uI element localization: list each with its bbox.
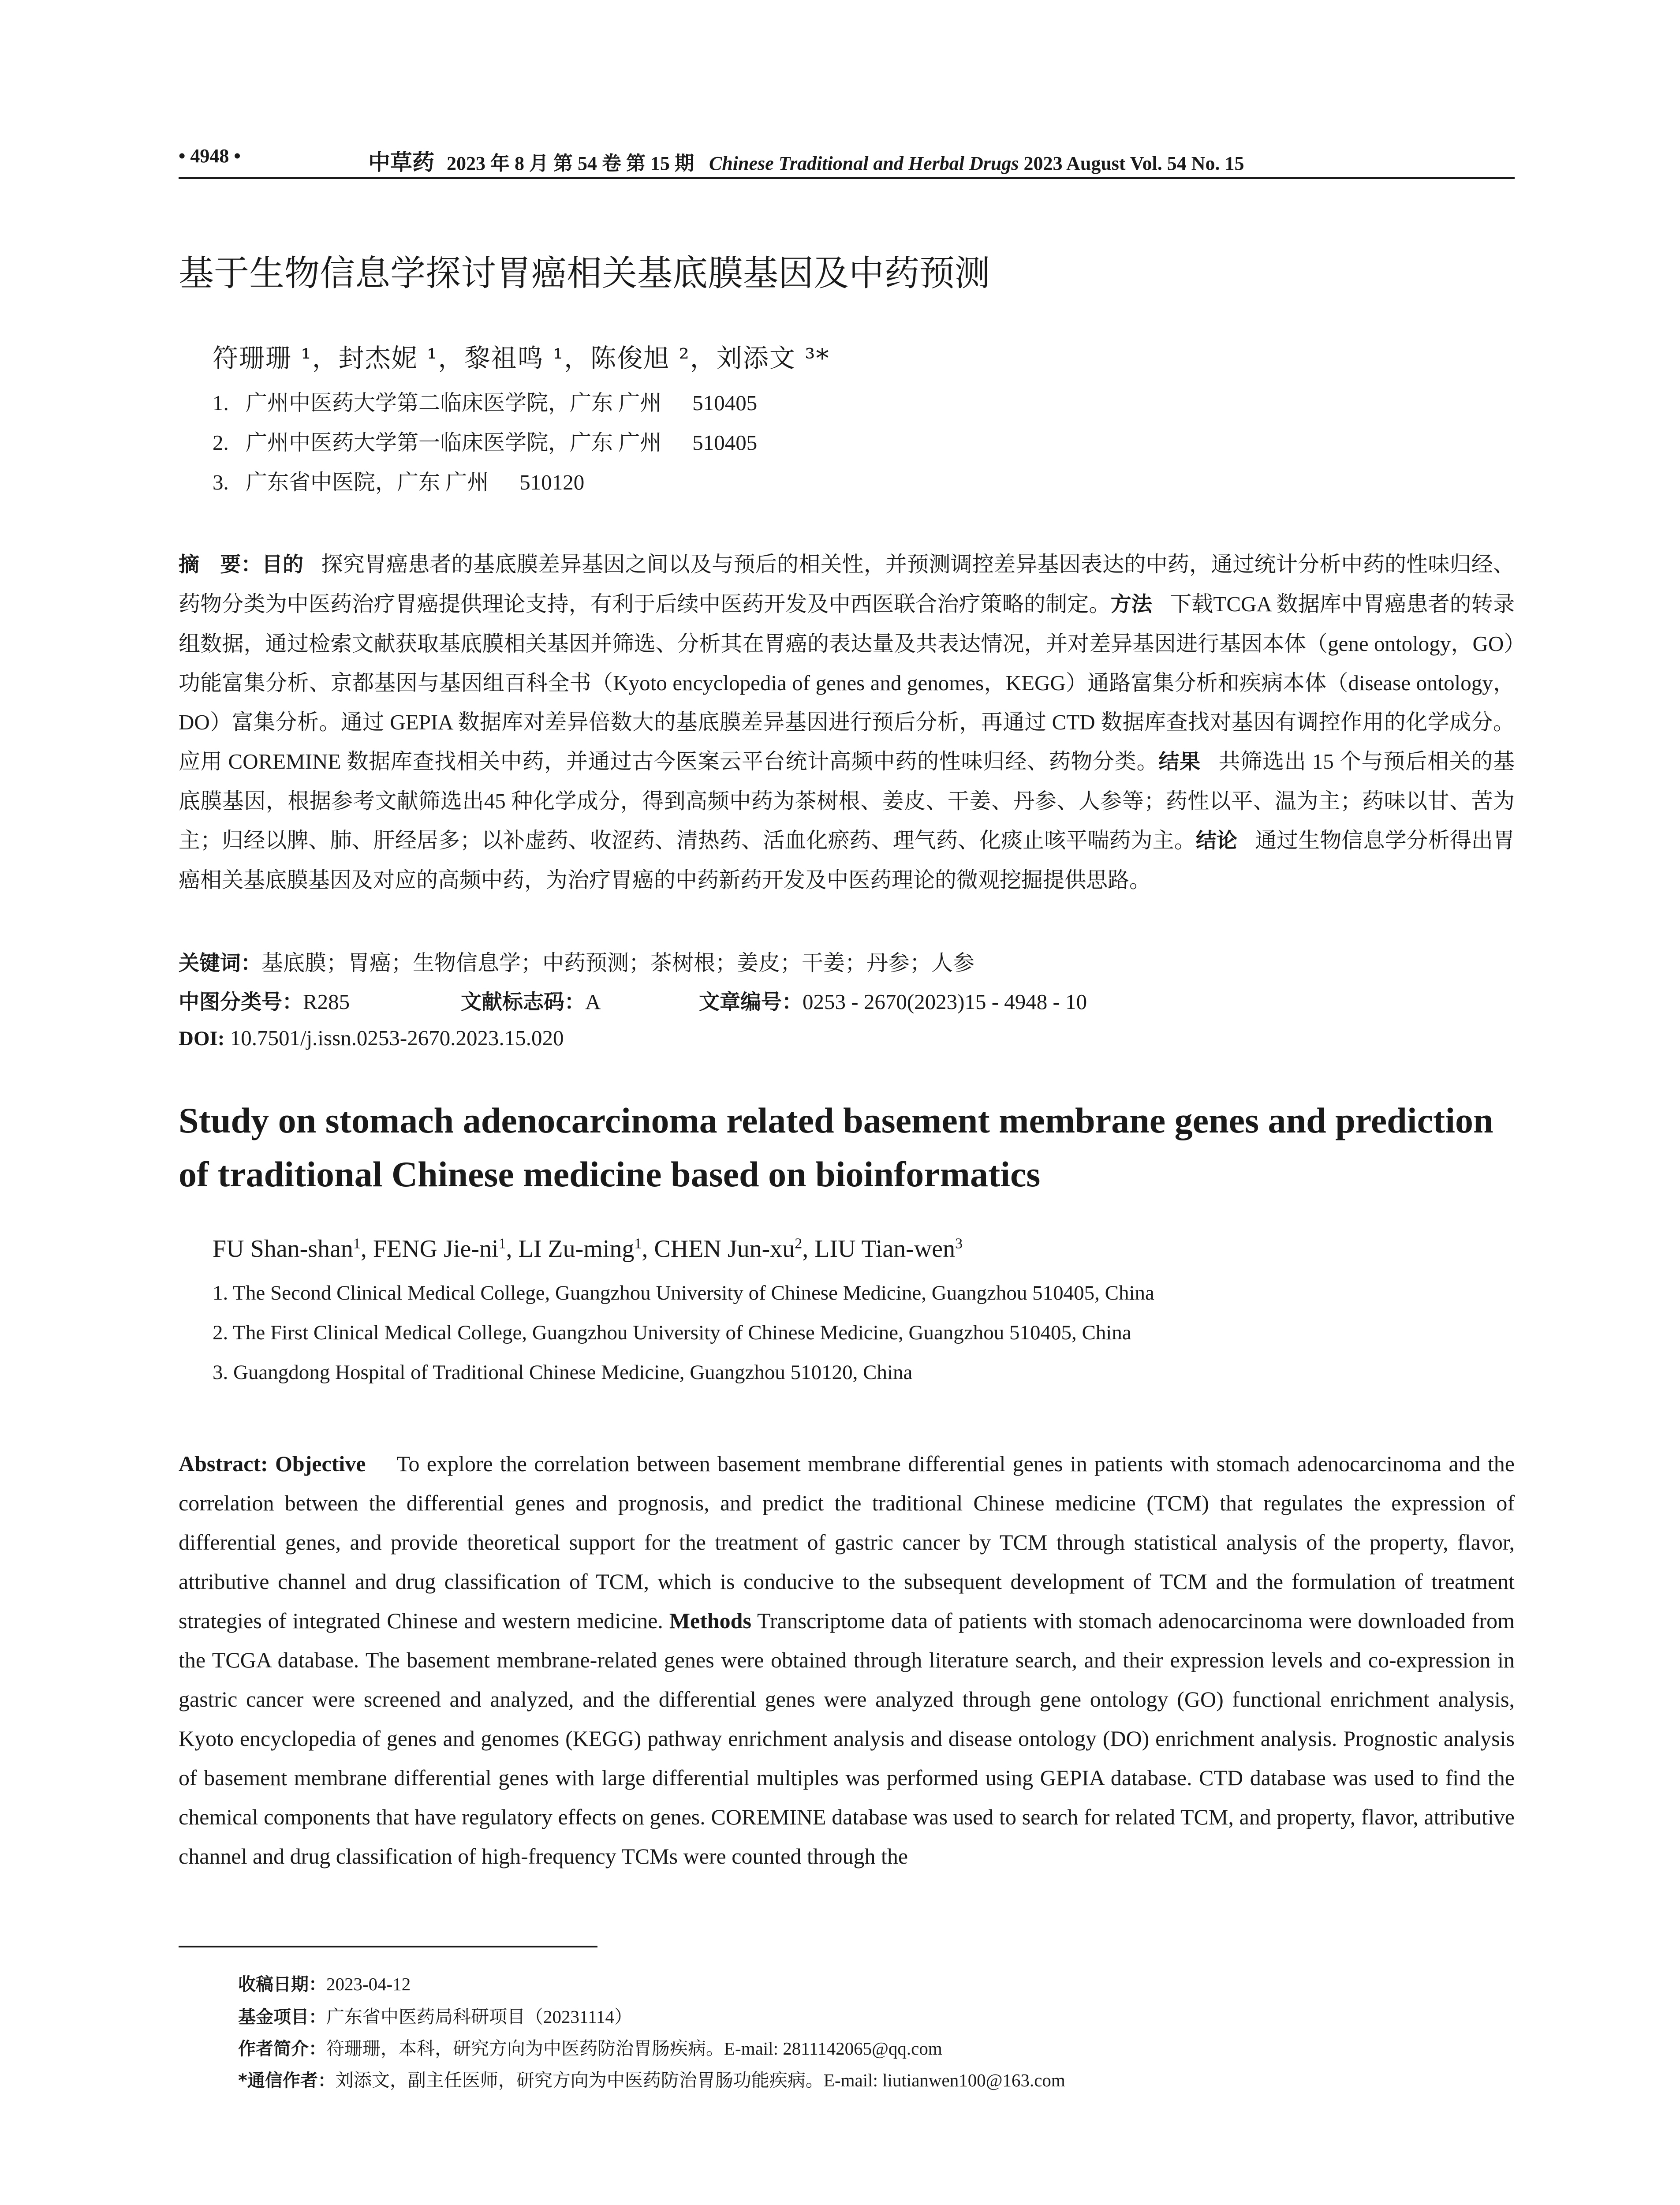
running-header xyxy=(179,140,1515,176)
affiliation-text: 广东省中医院，广东 广州 xyxy=(246,470,489,494)
affiliation-en-1: 1. The Second Clinical Medical College, Guangzhou University of Chinese Medicine, Guangzhou 510405, China xyxy=(213,1282,1154,1304)
affiliation-text: 广州中医药大学第一临床医学院，广东 广州 xyxy=(246,430,662,455)
authors-cn: 符珊珊 ¹，封杰妮 ¹，黎祖鸣 ¹，陈俊旭 ²，刘添文 ³* xyxy=(213,343,830,373)
objective-en-text: To explore the correlation between basement membrane differential genes in patients with stomach adenocarcinoma and the correlation between the differential genes and prognosis, and predict the traditional Chinese medicine (TCM) that regulates the expression of differential genes, and provide theoretical support for the treatment of gastric cancer by TCM through statistical analysis of the property, flavor, attributive channel and drug classification of TCM, which is conducive to the subsequent development of TCM and the formulation of treatment strategies of integrated Chinese and western medicine. xyxy=(179,1451,1515,1633)
abstract-label: 摘 要： xyxy=(179,553,262,577)
objective-label: 目的 xyxy=(261,553,304,577)
author-en: LIU Tian-wen$^3$ xyxy=(814,1235,963,1263)
clc-number: 中图分类号：R285 xyxy=(179,990,350,1014)
methods-text: 下载TCGA 数据库中胃癌患者的转录组数据，通过检索文献获取基底膜相关基因并筛选、分析其在胃癌的表达量及共表达情况，并对差异基因进行基因本体（gene ontology，GO）功能富集分析、京都基因与基因组百科全书（Kyoto encyclopedia of genes and genomes，KEGG）通路富集分析和疾病本体（disease ontology，DO）富集分析。通过 GEPIA 数据库对差异倍数大的基底膜差异基因进行预后分析，再通过 CTD 数据库查找对基因有调控作用的化学成分。应用 COREMINE 数据库查找相关中药，并通过古今医案云平台统计高频中药的性味归经、药物分类。 xyxy=(179,592,1515,774)
issue-en: 2023 August Vol. 54 No. 15 xyxy=(1023,153,1244,174)
keywords-cn xyxy=(179,946,974,977)
results-text: 共筛选出 15 个与预后相关的基底膜基因，根据参考文献筛选出45 种化学成分，得到高频中药为茶树根、姜皮、干姜、丹参、人参等；药性以平、温为主；药味以甘、苦为主；归经以脾、肺、肝经居多；以补虚药、收涩药、清热药、活血化瘀药、理气药、化痰止咳平喘药为主。 xyxy=(179,749,1515,852)
author-en: FU Shan-shan$^1$, xyxy=(213,1235,373,1263)
abstract-cn xyxy=(179,545,1515,900)
abstract-en xyxy=(179,1444,1515,1876)
author-en: LI Zu-ming$^1$, xyxy=(518,1235,654,1263)
affiliation-cn-1: 1. 广州中医药大学第二临床医学院，广东 广州 510405 xyxy=(213,391,758,415)
journal-citation-line xyxy=(368,145,1244,176)
footnote-fund: 基金项目：广东省中医药局科研项目（20231114） xyxy=(238,2007,632,2027)
article-number: 文章编号：0253 - 2670(2023)15 - 4948 - 10 xyxy=(699,990,1087,1014)
affiliation-zip: 510405 xyxy=(692,430,758,455)
methods-en-text: Transcriptome data of patients with stomach adenocarcinoma were downloaded from the TCGA database. The basement membrane-related genes were obtained through literature search, and their expression levels and co-expression in gastric cancer were screened and analyzed, and the differential genes were analyzed through gene ontology (GO) functional enrichment analysis, Kyoto encyclopedia of genes and genomes (KEGG) pathway enrichment analysis and disease ontology (DO) enrichment analysis. Prognostic analysis of basement membrane differential genes with large differential multiples was performed using GEPIA database. CTD database was used to find the chemical components that have regulatory effects on genes. COREMINE database was used to search for related TCM, and property, flavor, attributive channel and drug classification of high-frequency TCMs were counted through the xyxy=(179,1608,1515,1869)
methods-en-label: Methods xyxy=(669,1608,751,1633)
footnote-rule xyxy=(179,1946,597,1947)
affiliation-zip: 510120 xyxy=(519,470,585,494)
doi-line xyxy=(179,1025,564,1050)
footnote-author: 作者简介：符珊珊，本科，研究方向为中医药防治胃肠疾病。E-mail: 2811142065@qq.com xyxy=(238,2038,942,2059)
affiliation-zip: 510405 xyxy=(692,391,758,415)
affiliation-text: 广州中医药大学第二临床医学院，广东 广州 xyxy=(246,391,662,415)
title-en: Study on stomach adenocarcinoma related basement membrane genes and prediction of traditional Chinese medicine based on bioinformatics xyxy=(179,1100,1493,1194)
keywords-label: 关键词： xyxy=(179,951,261,975)
classification-line xyxy=(179,986,1515,1015)
document-code: 文献标志码：A xyxy=(461,990,601,1014)
issue-cn: 2023 年 8 月 第 54 卷 第 15 期 xyxy=(447,153,694,174)
abstract-en-label: Abstract: Objective xyxy=(179,1451,366,1476)
author-en: CHEN Jun-$xu^2$, xyxy=(654,1235,815,1263)
keywords-text: 基底膜；胃癌；生物信息学；中药预测；茶树根；姜皮；干姜；丹参；人参 xyxy=(261,951,975,975)
objective-text: 探究胃癌患者的基底膜差异基因之间以及与预后的相关性，并预测调控差异基因表达的中药，通过统计分析中药的性味归经、药物分类为中医药治疗胃癌提供理论支持，有利于后续中医药开发及中西医联合治疗策略的制定。 xyxy=(179,552,1515,616)
journal-name-en: Chinese Traditional and Herbal Drugs xyxy=(709,153,1019,174)
conclusion-label: 结论 xyxy=(1195,829,1238,853)
page-number: • 4948 • xyxy=(179,145,241,167)
affiliation-en-3: 3. Guangdong Hospital of Traditional Chinese Medicine, Guangzhou 510120, China xyxy=(213,1361,913,1384)
footnote-received: 收稿日期：2023-04-12 xyxy=(238,1974,411,1995)
footnote-corresponding: *通信作者：刘添文，副主任医师，研究方向为中医药防治胃肠功能疾病。E-mail: liutianwen100@163.com xyxy=(238,2070,1065,2091)
authors-en xyxy=(213,1235,963,1263)
title-cn: 基于生物信息学探讨胃癌相关基底膜基因及中药预测 xyxy=(179,253,990,294)
journal-name-cn: 中草药 xyxy=(368,149,434,175)
doi-value: 10.7501/j.issn.0253-2670.2023.15.020 xyxy=(230,1026,564,1050)
doi-label: DOI: xyxy=(179,1027,225,1050)
conclusion-text: 通过生物信息学分析得出胃癌相关基底膜基因及对应的高频中药，为治疗胃癌的中药新药开发及中医药理论的微观挖掘提供思路。 xyxy=(179,828,1515,892)
affiliation-cn-3: 3. 广东省中医院，广东 广州 510120 xyxy=(213,470,585,494)
header-rule xyxy=(179,177,1515,179)
affiliation-cn-2: 2. 广州中医药大学第一临床医学院，广东 广州 510405 xyxy=(213,430,758,455)
methods-label: 方法 xyxy=(1110,592,1152,617)
author-en: FENG Jie-$ni^1$, xyxy=(373,1235,519,1263)
results-label: 结果 xyxy=(1158,750,1201,774)
affiliation-en-2: 2. The First Clinical Medical College, Guangzhou University of Chinese Medicine, Guangzhou 510405, China xyxy=(213,1321,1131,1344)
